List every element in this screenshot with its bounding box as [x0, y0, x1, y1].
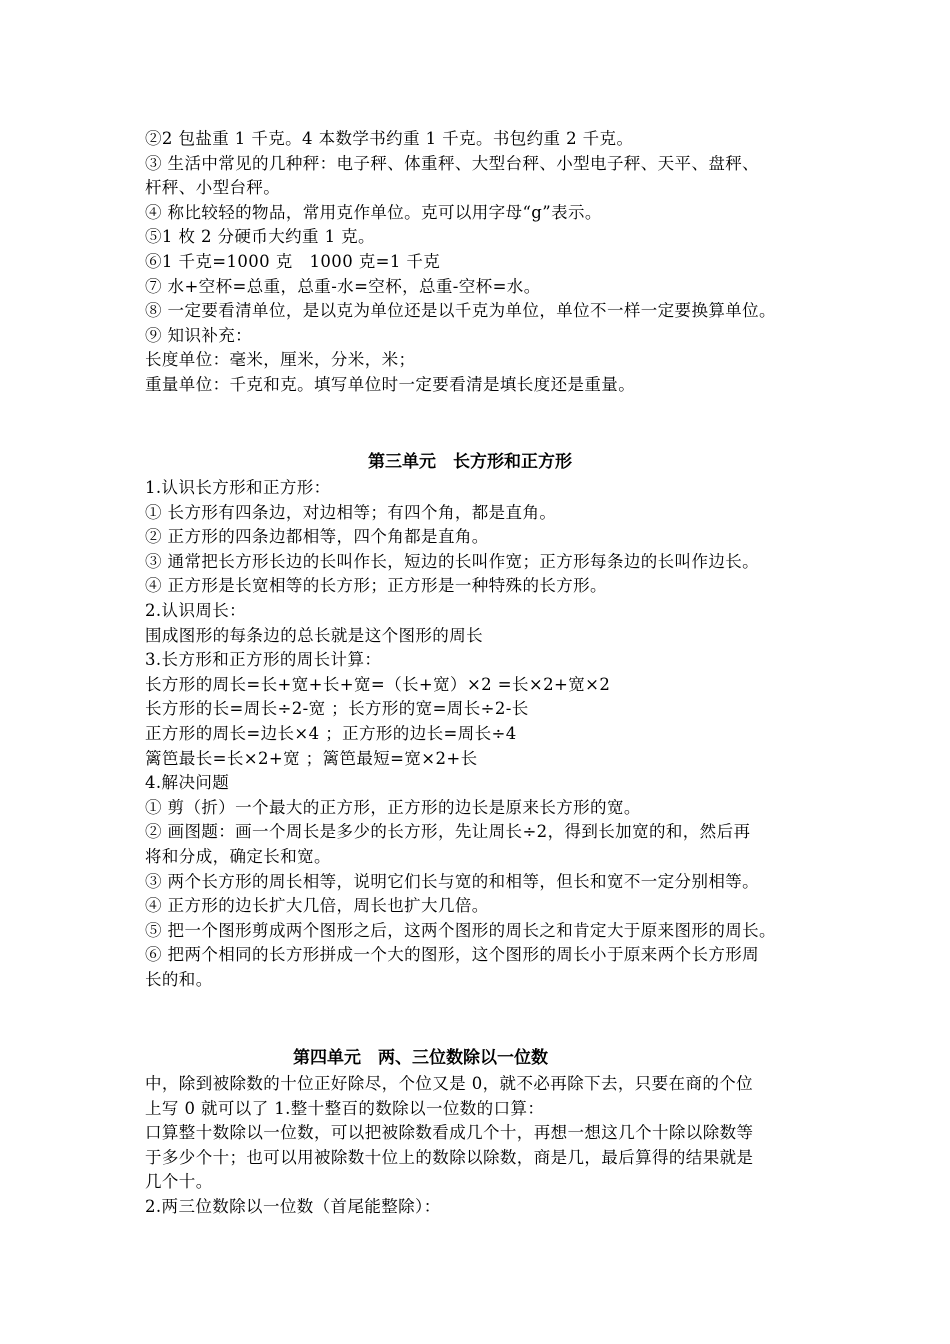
text-line: ⑥ 把两个相同的长方形拼成一个大的图形，这个图形的周长小于原来两个长方形周 — [145, 945, 760, 965]
text-line: 重量单位：千克和克。填写单位时一定要看清是填长度还是重量。 — [145, 374, 636, 394]
text-line: ⑧ 一定要看清单位，是以克为单位还是以千克为单位，单位不一样一定要换算单位。 — [145, 301, 776, 321]
text-line: ⑦ 水+空杯=总重，总重-水=空杯，总重-空杯=水。 — [145, 276, 541, 296]
text-line: ③ 通常把长方形长边的长叫作长，短边的长叫作宽；正方形每条边的长叫作边长。 — [145, 551, 760, 571]
text-line: ⑤ 把一个图形剪成两个图形之后，这两个图形的周长之和肯定大于原来图形的周长。 — [145, 920, 776, 940]
text-line: ⑤1 枚 2 分硬币大约重 1 克。 — [145, 227, 375, 247]
text-line: ⑨ 知识补充： — [145, 325, 253, 345]
text-line: 几个十。 — [145, 1172, 213, 1192]
text-line: 3.长方形和正方形的周长计算： — [145, 650, 382, 670]
text-line: ① 剪（折）一个最大的正方形，正方形的边长是原来长方形的宽。 — [145, 797, 641, 817]
text-line: ④ 称比较轻的物品，常用克作单位。克可以用字母“g”表示。 — [145, 202, 602, 222]
text-line: 正方形的周长=边长×4 ；正方形的边长=周长÷4 — [145, 723, 517, 743]
text-line: 长方形的周长=长+宽+长+宽=（长+宽）×2 =长×2+宽×2 — [145, 674, 611, 694]
text-line: 2.认识周长： — [145, 600, 247, 620]
text-line: 篱笆最长=长×2+宽 ；篱笆最短=宽×2+长 — [145, 748, 478, 768]
text-line: 4.解决问题 — [145, 773, 230, 793]
text-line: 杆秤、小型台秤。 — [145, 178, 281, 198]
text-line: 长的和。 — [145, 969, 213, 989]
unit3-notes — [145, 476, 810, 992]
text-line: ④ 正方形的边长扩大几倍，周长也扩大几倍。 — [145, 896, 489, 916]
text-line: 将和分成，确定长和宽。 — [145, 846, 331, 866]
text-line: 1.认识长方形和正方形： — [145, 478, 331, 497]
unit2-notes — [145, 127, 810, 398]
text-line: 中，除到被除数的十位正好除尽，个位又是 0，就不必再除下去，只要在商的个位 — [145, 1074, 754, 1093]
text-line: ③ 两个长方形的周长相等，说明它们长与宽的和相等，但长和宽不一定分别相等。 — [145, 871, 760, 891]
text-line: 口算整十数除以一位数，可以把被除数看成几个十，再想一想这几个十除以除数等 — [145, 1123, 754, 1143]
unit4-notes — [145, 1072, 810, 1220]
unit3-heading: 第三单元 长方形和正方形 — [368, 452, 572, 472]
text-line: 2.两三位数除以一位数（首尾能整除）： — [145, 1196, 441, 1216]
text-line: ② 正方形的四条边都相等，四个角都是直角。 — [145, 527, 489, 547]
text-line: 于多少个十；也可以用被除数十位上的数除以除数，商是几，最后算得的结果就是 — [145, 1147, 754, 1167]
text-line: 长方形的长=周长÷2-宽 ；长方形的宽=周长÷2-长 — [145, 699, 529, 719]
text-line: ② 画图题：画一个周长是多少的长方形，先让周长÷2，得到长加宽的和，然后再 — [145, 822, 751, 842]
text-line: 长度单位：毫米，厘米，分米，米； — [145, 350, 416, 370]
text-line: ②2 包盐重 1 千克。4 本数学书约重 1 千克。书包约重 2 千克。 — [145, 129, 634, 148]
text-line: 围成图形的每条边的总长就是这个图形的周长 — [145, 625, 483, 645]
text-line: ④ 正方形是长宽相等的长方形；正方形是一种特殊的长方形。 — [145, 576, 607, 596]
unit4-heading: 第四单元 两、三位数除以一位数 — [293, 1048, 548, 1068]
text-line: ⑥1 千克=1000 克 1000 克=1 千克 — [145, 251, 441, 271]
text-line: 上写 0 就可以了 1.整十整百的数除以一位数的口算： — [145, 1098, 545, 1118]
text-line: ① 长方形有四条边，对边相等；有四个角，都是直角。 — [145, 502, 557, 522]
text-line: ③ 生活中常见的几种秤：电子秤、体重秤、大型台秤、小型电子秤、天平、盘秤、 — [145, 153, 760, 173]
